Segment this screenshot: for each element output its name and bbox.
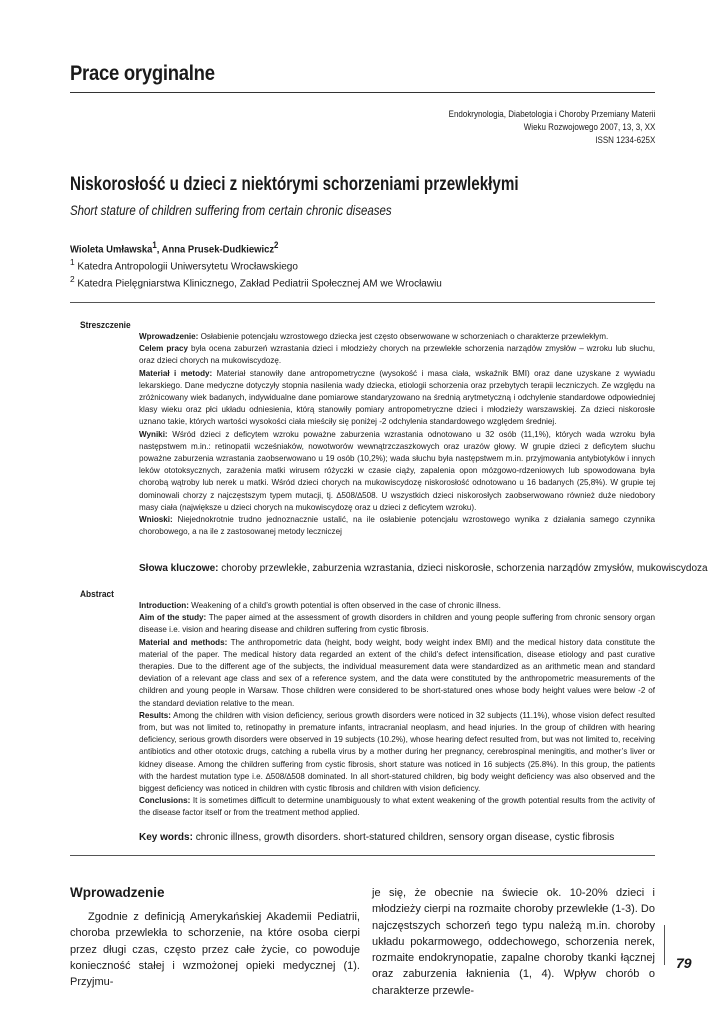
journal-line: ISSN 1234-625X — [594, 135, 655, 145]
affiliation-sup: 1 — [70, 257, 75, 267]
abstract-paragraph — [139, 343, 655, 367]
affiliation — [70, 274, 442, 289]
author-name: Anna Prusek-Dudkiewicz — [161, 243, 275, 256]
paragraph-head: Materiał i metody: — [139, 368, 213, 378]
body-paragraph: je się, że obecnie na świecie ok. 10-20% dzieci i młodzieży cierpi na rozmaite choroby przewlekłe (1-3). Do najczęstszych schorzeń tego typu należą m.in. choroby układu pokarmowego, oddechowego, schorzenia nerek, rozmaite endokrynopatie, zapalne choroby tkanki łącznej oraz zaburzenia łaknienia (1, 4). Wpływ chorób o charakterze przewle- — [372, 887, 655, 997]
streszczenie-body — [139, 331, 655, 538]
keywords-label: Key words: — [139, 832, 193, 843]
abstract-body — [139, 600, 655, 820]
paragraph-text: It is sometimes difficult to determine unambiguously to what extent weakening of the growth potential results from the activity of the disease factor itself or from the treatment method applied. — [139, 796, 655, 818]
author-sup: 1 — [152, 240, 157, 250]
author-sup: 2 — [274, 240, 279, 250]
paragraph-head: Wnioski: — [139, 515, 173, 525]
abstract-paragraph — [139, 795, 655, 819]
section-heading: Wprowadzenie — [70, 885, 165, 900]
paragraph-head: Wyniki: — [139, 429, 168, 439]
journal-info — [448, 108, 655, 147]
body-paragraph: Zgodnie z definicją Amerykańskiej Akademii Pediatrii, choroba przewlekła to schorzenie, na które osoba cierpi przez długi czas, często przez całe życie, co powoduje konieczność stałej i wzmożonej opieki medycznej (1). Przyjmu- — [70, 911, 360, 989]
paragraph-text: Materiał stanowiły dane antropometryczne (wysokość i masa ciała, wskaźnik BMI) oraz dane uzyskane z wywiadu lekarskiego. Dane medyczne dotyczyły stopnia nasilenia wady dziecka, etiologii schorzenia oraz przebytych terapii leczniczych. Ze względu na zróżnicowany wiek badanych, indywidualne dane pomiarowe standaryzowano na średnią arytmetyczną i odchylenie standardowe odpowiedniej klasy wieku oraz płci układu odniesienia, którą stanowiły pomiary antropometryczne dzieci i młodzieży warszawskiej. Za dzieci niskorosłe uznano takie, których wartości wysokości ciała mieściły się poniżej -2 odchylenia standardowego względem średniej. — [139, 368, 655, 427]
article-title-pl: Niskorosłość u dzieci z niektórymi schorzeniami przewlekłymi — [70, 174, 519, 195]
paragraph-text: Osłabienie potencjału wzrostowego dziecka jest często obserwowane w schorzeniach o charakterze przewlekłym. — [200, 332, 609, 341]
affiliation-text: Katedra Pielęgniarstwa Klinicznego, Zakład Pediatrii Społecznej AM we Wrocławiu — [77, 278, 442, 290]
paragraph-head: Wprowadzenie: — [139, 332, 199, 341]
paragraph-text: Among the children with vision deficiency, serious growth disorders were noticed in 32 subjects (11.1%), whose vision defect resulted from, but was not limited to, retinopathy in premature infants, intracranial neoplasm, and head injuries. In the group of children with hearing deficiency, serious growth disorders were observed in 19 subjects (10.2%), whose hearing defect resulted from, but was not limited to, receiving antibiotics and other ototoxic drugs, catching a rubella virus by a mother during her pregnancy, cerebrospinal meningitis, and mother’s liver or kidney disease. Among the children suffering from cystic fibrosis, short stature was noticed in 16 subjects (25.8%). In this group, the patients with the hardest mutation type i.e. ∆508/∆508 dominated. In all short-statured children, big body weight deficiency was also observed and the biggest deficiency was noticed in children with cystic fibrosis and children with vision deficiency. — [139, 710, 655, 794]
paragraph-text: Weakening of a child’s growth potential is often observed in the case of chronic illness. — [191, 601, 501, 610]
affiliation — [70, 257, 298, 272]
affiliation-sup: 2 — [70, 274, 75, 284]
affiliation-text: Katedra Antropologii Uniwersytetu Wrocławskiego — [77, 261, 298, 273]
keywords-en — [139, 832, 614, 843]
journal-line: Wieku Rozwojowego 2007, 13, 3, XX — [523, 122, 655, 132]
margin-bar — [664, 925, 665, 965]
paragraph-head: Conclusions: — [139, 796, 191, 806]
authors: Wioleta Umławska$^1$, Anna Prusek-Dudkiewicz$^2$ — [70, 240, 279, 256]
abstract-paragraph — [139, 637, 655, 710]
paragraph-text: The anthropometric data (height, body weight, body weight index BMI) and the medical history data constitute the material of the paper. The medical history data regarded an extent of the child’s defect intensification, disease etiology and past curative therapies. Due to the different age of the subjects, the individual measurement data were standardized as an arithmetic mean and standard deviation of a relevant age class and sex of a reference system, and the data were constituted by the anthropometric measurements of the children and young people in Warsaw. Those children were considered to be short-statured ones whose body height values were below -2 of the standard deviation relative to the mean. — [139, 637, 655, 708]
streszczenie-label: Streszczenie — [80, 320, 131, 331]
paragraph-head: Celem pracy — [139, 344, 188, 354]
abstract-paragraph — [139, 612, 655, 636]
abstract-label: Abstract — [80, 589, 114, 600]
paragraph-text: Wśród dzieci z deficytem wzroku poważne zaburzenia wzrastania odnotowano u 32 osób (11,1%), których wada wzroku była następstwem m.in.: retinopatii wcześniaków, nowotworów wewnątrzczaszkowych oraz urazów głowy. W grupie dzieci z deficytem słuchu poważne zaburzenia wzrastania zaobserwowano u 19 osób (10,2%); wada słuchu była następstwem m.in. przyjmowania antybiotyków i innych leków ototoksycznych, zarażenia matki wirusem różyczki w czasie ciąży, zapalenia opon mózgowo-rdzeniowych lub spowodowana była chorobą wątroby lub nerek u matki. Wśród dzieci chorych na mukowiscydozę niskorosłość odnotowano u 16 badanych (25,8%). W grupie tej dominowali chorzy z najczęstszym typem mutacji, tj. ∆508/∆508. U wszystkich dzieci niskorosłych zaobserwowano również duże niedobory masy ciała (największe u dzieci chorych na mukowiscydozę oraz u dzieci z deficytem wzroku). — [139, 429, 656, 512]
author-name: Wioleta Umławska — [70, 243, 153, 256]
divider — [70, 855, 655, 856]
paragraph-text: była ocena zaburzeń wzrastania dzieci i młodzieży chorych na przewlekłe schorzenia narządów zmysłów – wzroku lub słuchu, oraz dzieci chorych na mukowiscydozę. — [139, 344, 656, 366]
abstract-paragraph — [139, 331, 655, 343]
article-title-en: Short stature of children suffering from certain chronic diseases — [70, 202, 392, 218]
body-column-left — [70, 909, 360, 990]
abstract-paragraph — [139, 514, 655, 538]
body-column-right — [372, 885, 655, 999]
keywords-label: Słowa kluczowe: — [139, 563, 219, 574]
abstract-paragraph — [139, 600, 655, 612]
journal-line: Endokrynologia, Diabetologia i Choroby Przemiany Materii — [448, 109, 655, 119]
paragraph-head: Material and methods: — [139, 637, 228, 647]
divider — [70, 302, 655, 303]
abstract-paragraph — [139, 368, 655, 429]
abstract-paragraph — [139, 429, 655, 514]
keywords-pl — [139, 563, 708, 574]
paragraph-text: Niejednokrotnie trudno jednoznacznie ustalić, na ile osłabienie potencjału wzrostowego wynika z działania samego czynnika chorobowego, a na ile z zastosowanej metody leczniczej — [139, 515, 655, 537]
keywords-text: chronic illness, growth disorders. short-statured children, sensory organ disease, cystic fibrosis — [195, 832, 615, 843]
keywords-text: choroby przewlekłe, zaburzenia wzrastania, dzieci niskorosłe, schorzenia narządów zmysłów, mukowiscydoza — [221, 563, 708, 574]
paragraph-text: The paper aimed at the assessment of growth disorders in children and young people suffering from chronic sensory organ disease i.e. vision and hearing disease and children suffering from cystic fibrosis. — [139, 613, 655, 635]
page-number: 79 — [676, 955, 692, 971]
paragraph-head: Introduction: — [139, 601, 189, 610]
paragraph-head: Aim of the study: — [139, 613, 207, 623]
abstract-paragraph — [139, 710, 655, 795]
section-label: Prace oryginalne — [70, 62, 215, 85]
top-rule — [70, 92, 655, 93]
paragraph-head: Results: — [139, 710, 171, 720]
